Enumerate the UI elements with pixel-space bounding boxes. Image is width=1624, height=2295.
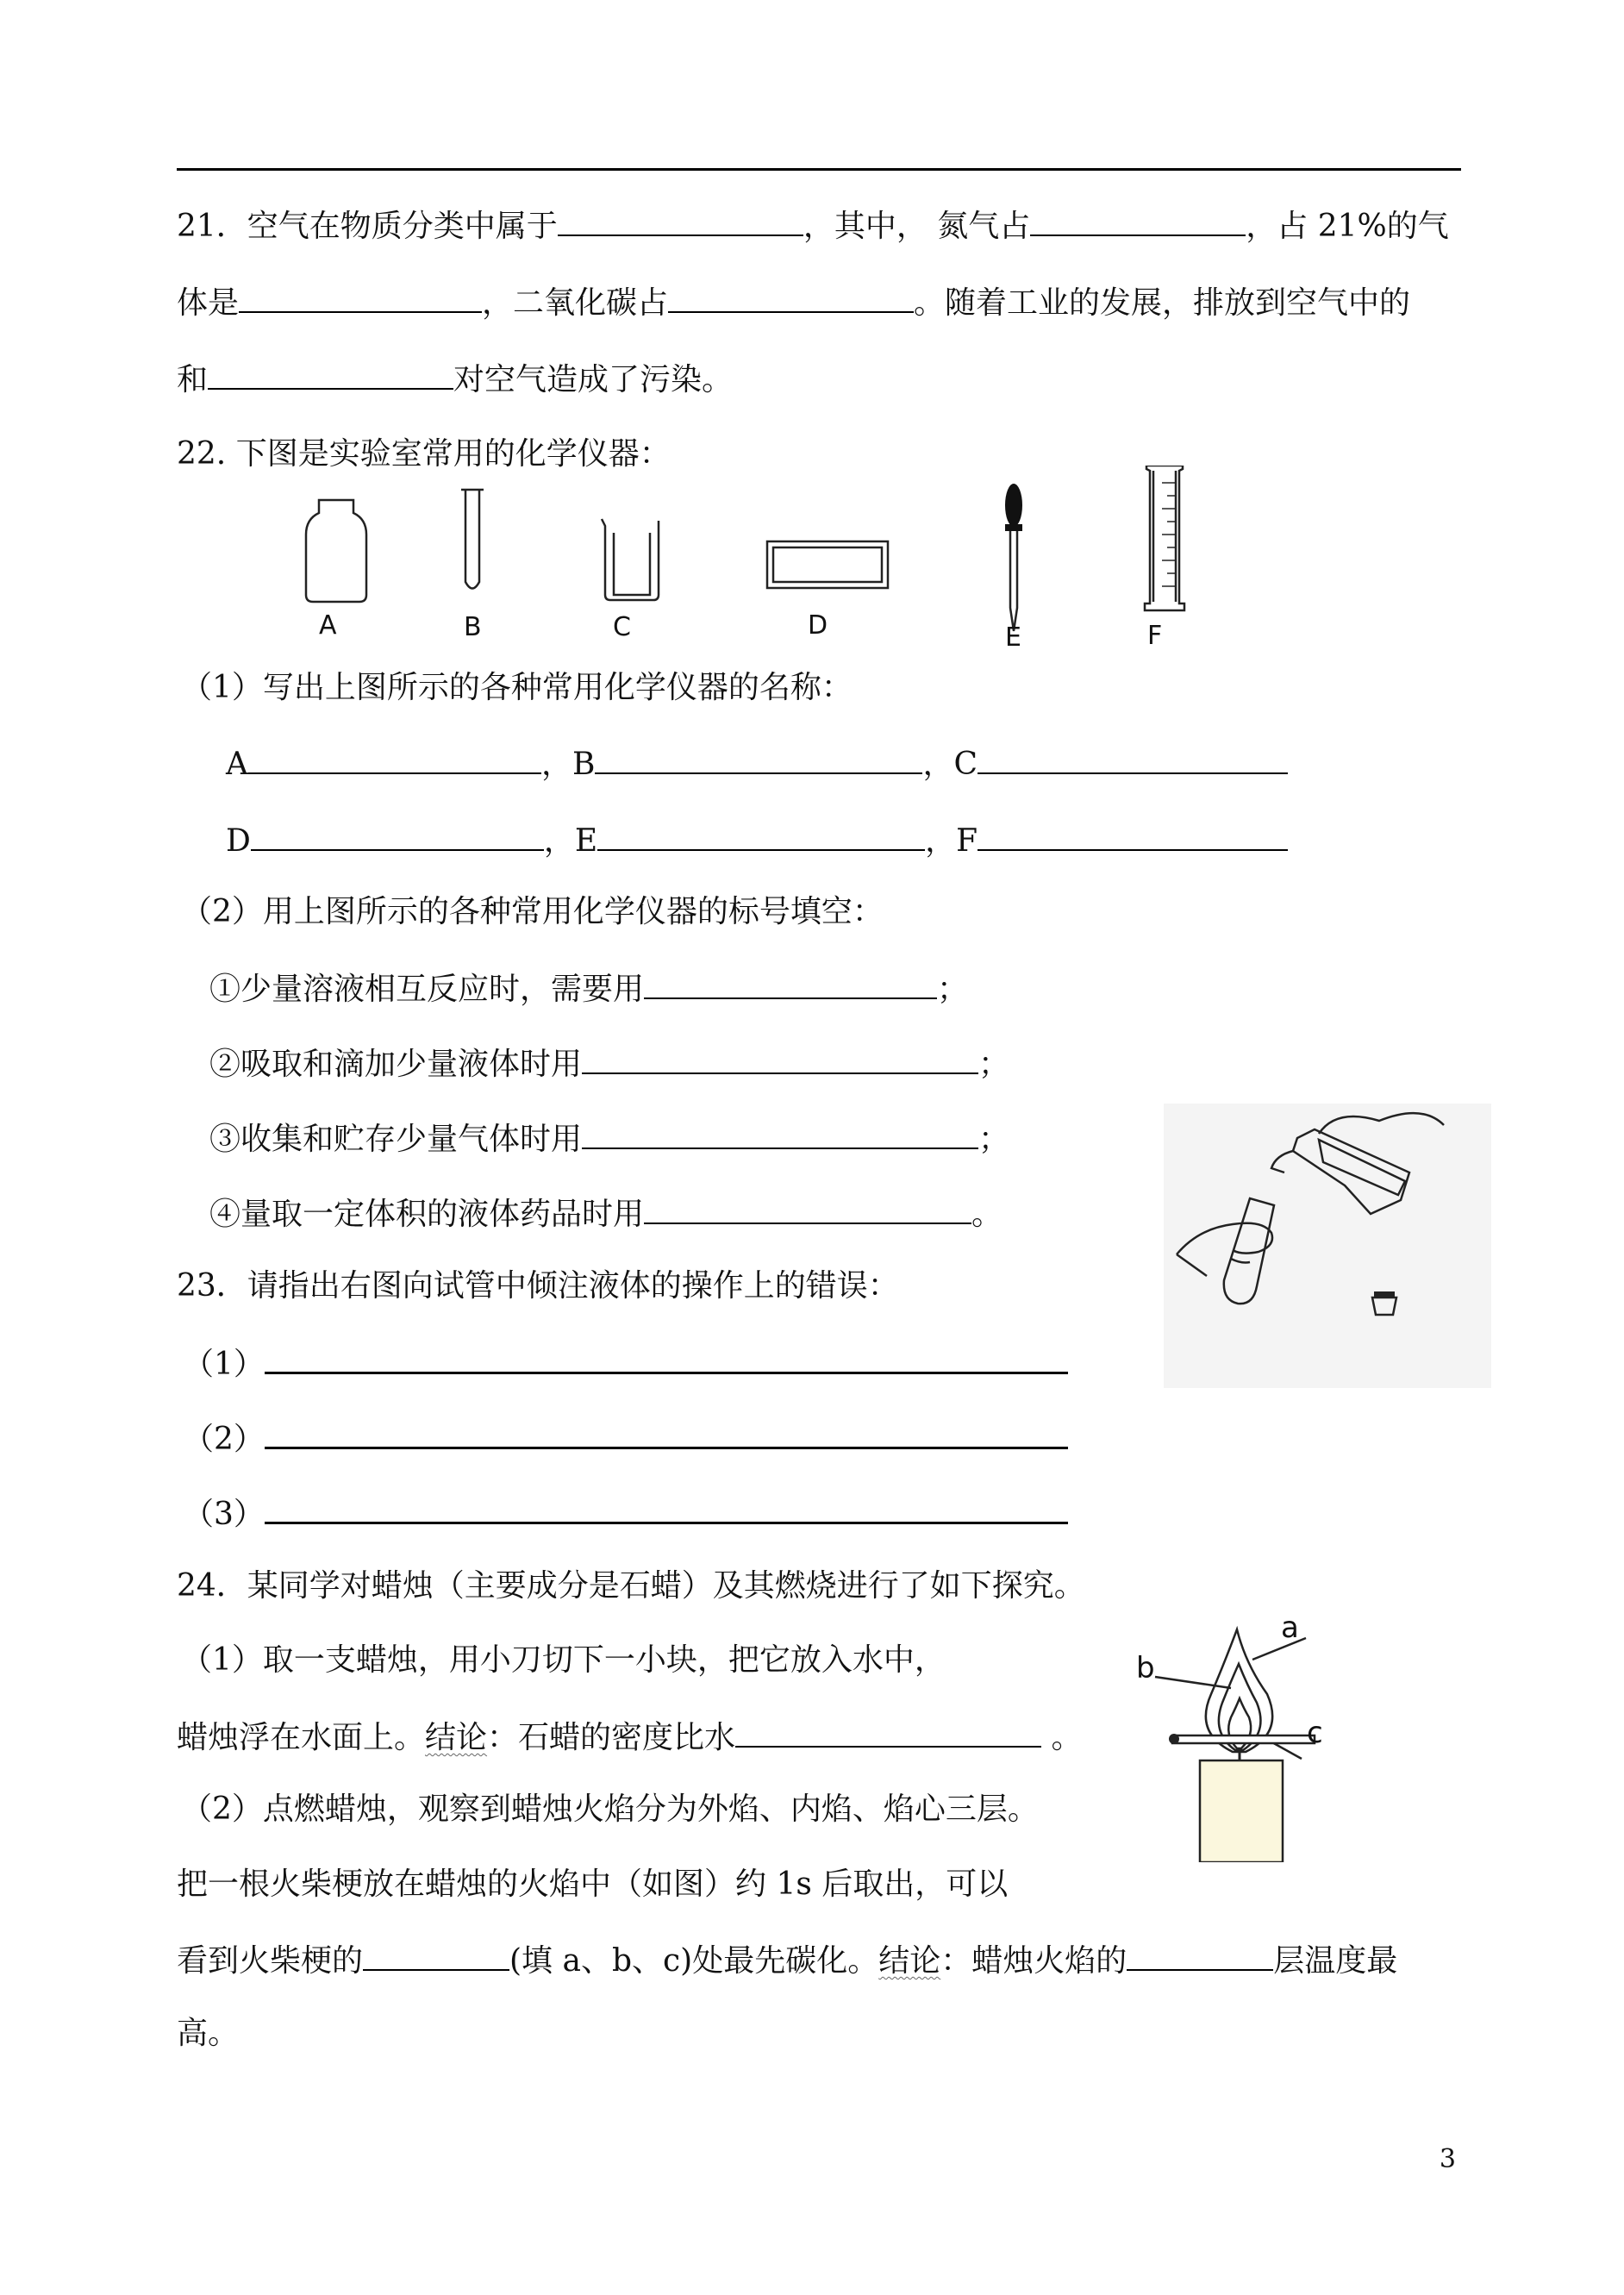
q21-text: 和 xyxy=(177,362,209,397)
q24-p2-line1: （2）点燃蜡烛，观察到蜡烛火焰分为外焰、内焰、焰心三层。 xyxy=(181,1792,1039,1827)
punctuation: ； xyxy=(978,1047,1010,1082)
punctuation: ； xyxy=(937,972,969,1007)
answer-blank[interactable] xyxy=(251,820,544,851)
flame-label-b: b xyxy=(1136,1651,1155,1685)
q22-title: 22. 下图是实验室常用的化学仪器： xyxy=(177,436,671,472)
answer-blank[interactable] xyxy=(239,282,482,313)
label-f: ，F xyxy=(925,823,978,859)
q23-item3 xyxy=(183,1492,1068,1534)
conclusion-label: 结论 xyxy=(425,1720,488,1755)
header-rule xyxy=(177,168,1461,171)
q21-text: ，占 21%的气 xyxy=(1246,209,1449,244)
item-text: ①少量溶液相互反应时，需要用 xyxy=(209,972,645,1007)
pouring-liquid-figure xyxy=(1164,1104,1491,1388)
q21-text: ，二氧化碳占 xyxy=(482,285,669,321)
text: 蜡烛浮在水面上。 xyxy=(177,1720,426,1755)
stopper-top-icon xyxy=(1374,1291,1395,1298)
item-number: （3） xyxy=(183,1497,265,1532)
q24-p2-line3 xyxy=(177,1940,1397,1980)
answer-blank[interactable] xyxy=(978,820,1288,851)
conclusion-label: 结论 xyxy=(878,1943,941,1979)
text: ：石蜡的密度比水 xyxy=(487,1720,736,1755)
item-number: （1） xyxy=(183,1347,265,1382)
label-b: ，B xyxy=(541,747,596,782)
beaker-icon xyxy=(602,519,659,600)
outer-flame-icon xyxy=(1206,1629,1272,1752)
q23-item1 xyxy=(183,1342,1068,1384)
q21-line3 xyxy=(177,359,733,399)
flame-label-c: c xyxy=(1307,1716,1323,1750)
test-tube-icon xyxy=(461,490,484,589)
label-e: ，E xyxy=(543,823,598,859)
q21-line2 xyxy=(177,282,1410,322)
figure-background xyxy=(1164,1104,1491,1388)
q22-part1: （1）写出上图所示的各种常用化学仪器的名称： xyxy=(181,670,853,705)
text: 层温度最 xyxy=(1273,1943,1398,1979)
q22-part2: （2）用上图所示的各种常用化学仪器的标号填空： xyxy=(181,894,884,929)
match-head-icon xyxy=(1169,1734,1179,1744)
flame-label-a: a xyxy=(1281,1610,1299,1645)
answer-blank[interactable] xyxy=(265,1342,1068,1374)
text: ：蜡烛火焰的 xyxy=(940,1943,1127,1979)
matchstick-icon xyxy=(1172,1735,1315,1743)
apparatus-label-c: C xyxy=(613,612,631,642)
answer-blank[interactable] xyxy=(582,1043,978,1074)
q23-item2 xyxy=(183,1417,1068,1459)
answer-blank[interactable] xyxy=(582,1118,978,1149)
candle-body-icon xyxy=(1200,1760,1283,1862)
q24-p1-line2 xyxy=(177,1717,1083,1757)
answer-blank[interactable] xyxy=(644,968,937,999)
punctuation: ； xyxy=(978,1122,1010,1157)
q23-title: 23．请指出右图向试管中倾注液体的操作上的错误： xyxy=(177,1268,899,1304)
answer-blank[interactable] xyxy=(558,205,803,236)
answer-blank[interactable] xyxy=(363,1940,509,1971)
q22-names-row2 xyxy=(226,820,1288,860)
q22-item1 xyxy=(209,968,968,1009)
apparatus-label-a: A xyxy=(319,610,337,641)
graduated-cylinder-icon xyxy=(1145,466,1184,610)
item-text: ③收集和贮存少量气体时用 xyxy=(209,1122,583,1157)
q22-names-row1 xyxy=(226,743,1288,784)
q24-title: 24．某同学对蜡烛（主要成分是石蜡）及其燃烧进行了如下探究。 xyxy=(177,1568,1085,1604)
answer-blank[interactable] xyxy=(597,820,925,851)
q21-text: ，其中， 氮气占 xyxy=(803,209,1031,244)
apparatus-label-d: D xyxy=(808,610,828,641)
dropper-collar-icon xyxy=(1005,524,1022,531)
item-text: ②吸取和滴加少量液体时用 xyxy=(209,1047,583,1082)
q21-text: 21．空气在物质分类中属于 xyxy=(177,209,558,244)
item-text: ④量取一定体积的液体药品时用 xyxy=(209,1197,645,1232)
answer-blank[interactable] xyxy=(208,359,453,390)
q22-item3 xyxy=(209,1118,1009,1159)
q21-text: 。随着工业的发展，排放到空气中的 xyxy=(914,285,1411,321)
punctuation: 。 xyxy=(971,1197,1003,1232)
text: (填 a、b、c)处最先碳化。 xyxy=(509,1943,879,1979)
answer-blank[interactable] xyxy=(644,1193,971,1224)
q24-p2-line2: 把一根火柴梗放在蜡烛的火焰中（如图）约 1s 后取出，可以 xyxy=(177,1867,1009,1902)
page-number: 3 xyxy=(1439,2144,1456,2174)
label-d: D xyxy=(226,823,251,859)
water-trough-icon xyxy=(767,541,888,588)
dropper-icon xyxy=(1010,526,1017,631)
answer-blank[interactable] xyxy=(1127,1940,1273,1971)
answer-blank[interactable] xyxy=(735,1717,1041,1748)
item-number: （2） xyxy=(183,1422,265,1457)
label-a: A xyxy=(226,747,248,782)
q21-line1 xyxy=(177,205,1449,246)
answer-blank[interactable] xyxy=(265,1492,1068,1524)
cylinder-graduations-icon xyxy=(1162,483,1176,586)
leader-line-b xyxy=(1155,1677,1231,1688)
dropper-bulb-icon xyxy=(1005,484,1022,527)
q22-item2 xyxy=(209,1043,1009,1084)
q24-p1-line1: （1）取一支蜡烛，用小刀切下一小块，把它放入水中， xyxy=(181,1642,946,1678)
text: 看到火柴梗的 xyxy=(177,1943,364,1979)
q22-item4 xyxy=(209,1193,1003,1234)
answer-blank[interactable] xyxy=(668,282,914,313)
apparatus-label-b: B xyxy=(464,612,482,642)
apparatus-label-e: E xyxy=(1005,622,1021,653)
answer-blank[interactable] xyxy=(265,1417,1068,1449)
answer-blank[interactable] xyxy=(248,743,541,774)
apparatus-figure xyxy=(293,466,1207,655)
answer-blank[interactable] xyxy=(978,743,1288,774)
answer-blank[interactable] xyxy=(595,743,922,774)
candle-flame-figure xyxy=(1129,1612,1379,1862)
punctuation: 。 xyxy=(1041,1720,1083,1755)
apparatus-label-f: F xyxy=(1147,621,1163,651)
answer-blank[interactable] xyxy=(1030,205,1246,236)
label-c: ，C xyxy=(922,747,978,782)
q21-text: 对空气造成了污染。 xyxy=(453,362,734,397)
q21-text: 体是 xyxy=(177,285,240,321)
q24-p2-line4: 高。 xyxy=(177,2016,240,2051)
wide-mouth-bottle-icon xyxy=(306,500,366,602)
